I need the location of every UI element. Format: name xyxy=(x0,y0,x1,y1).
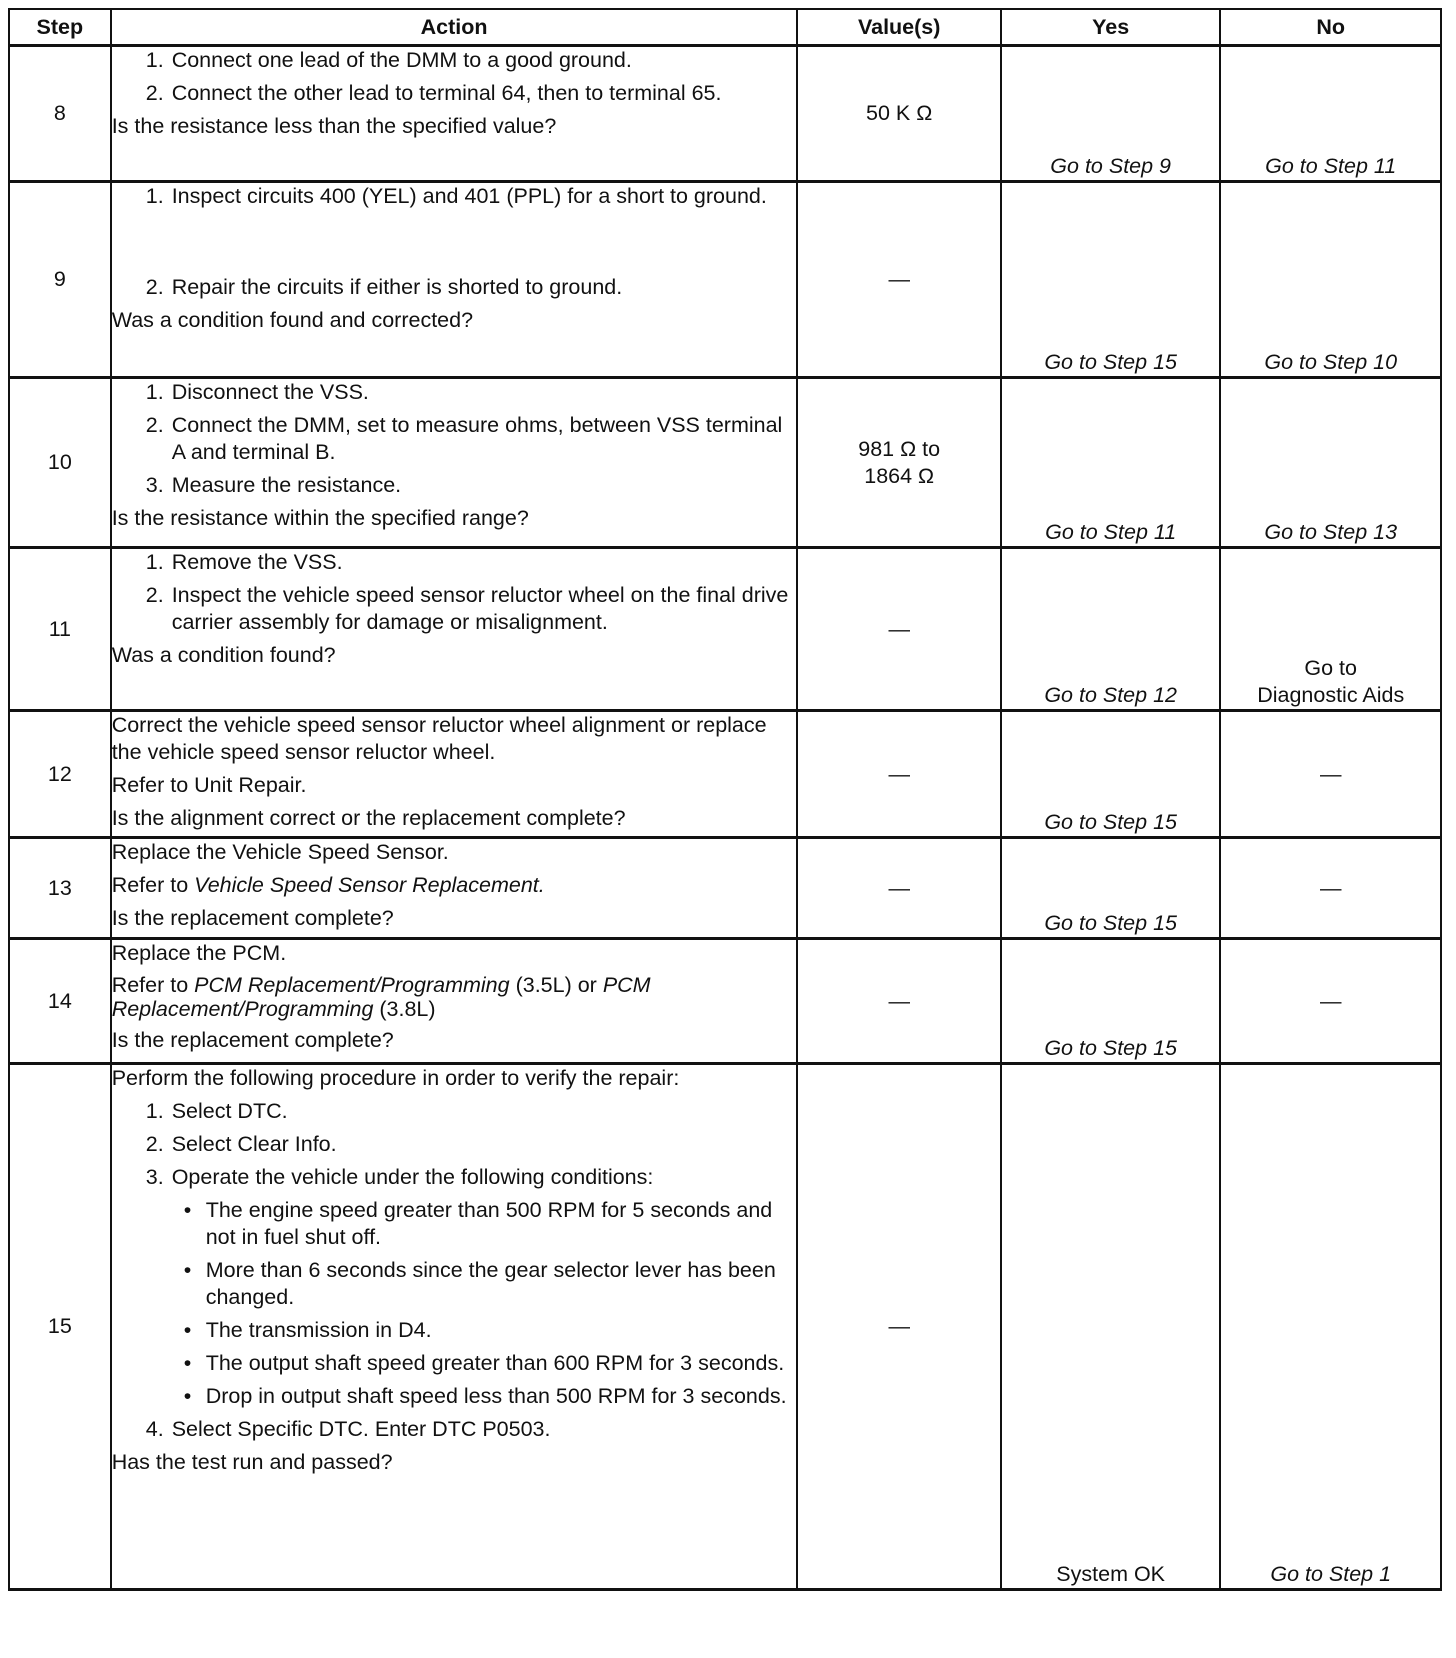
table-header-row xyxy=(9,9,1441,46)
value-cell: — xyxy=(797,711,1000,838)
value-cell: — xyxy=(797,1064,1000,1590)
action-item: Connect one lead of the DMM to a good ground. xyxy=(171,48,632,72)
action-question: Is the resistance less than the specified value? xyxy=(111,114,557,138)
action-cell xyxy=(111,939,798,1064)
action-question: Is the alignment correct or the replacement complete? xyxy=(111,806,626,830)
yes-cell: Go to Step 12 xyxy=(1001,548,1221,711)
action-cell xyxy=(111,838,798,939)
yes-cell: Go to Step 11 xyxy=(1001,378,1221,548)
action-item: Select Clear Info. xyxy=(171,1132,337,1156)
action-text: Correct the vehicle speed sensor reluctor wheel alignment or replace the vehicle speed sensor reluctor wheel. xyxy=(111,713,767,764)
header-values: Value(s) xyxy=(797,9,1000,46)
yes-cell: System OK xyxy=(1001,1064,1221,1590)
no-cell: Go to Step 11 xyxy=(1220,46,1441,182)
diagnostic-table xyxy=(8,8,1442,1591)
step-number: 10 xyxy=(9,378,111,548)
step-number: 13 xyxy=(9,838,111,939)
action-item: Repair the circuits if either is shorted to ground. xyxy=(171,275,623,299)
step-number: 14 xyxy=(9,939,111,1064)
action-question: Is the replacement complete? xyxy=(111,906,394,930)
step-number: 15 xyxy=(9,1064,111,1590)
value-cell: — xyxy=(797,548,1000,711)
value-line: 981 Ω to xyxy=(858,436,941,461)
condition-item: The engine speed greater than 500 RPM for 5 seconds and not in fuel shut off. xyxy=(205,1198,773,1249)
yes-cell: Go to Step 15 xyxy=(1001,939,1221,1064)
action-cell: 1. Remove the VSS. 2. Inspect the vehicle speed sensor reluctor wheel on the final drive carrier assembly for damage or misalignment. Was a condition found? xyxy=(111,548,798,711)
action-item: Inspect circuits 400 (YEL) and 401 (PPL) for a short to ground. xyxy=(171,184,767,208)
action-cell: 1. Disconnect the VSS. 2. Connect the DMM, set to measure ohms, between VSS terminal A and terminal B. 3. Measure the resistance. Is the resistance within the specified range? xyxy=(111,378,798,548)
no-cell: Go to Step 13 xyxy=(1220,378,1441,548)
value-cell: — xyxy=(797,182,1000,378)
action-item: Connect the other lead to terminal 64, then to terminal 65. xyxy=(171,81,722,105)
table-row xyxy=(9,548,1441,711)
action-question: Has the test run and passed? xyxy=(111,1450,393,1474)
yes-cell: Go to Step 15 xyxy=(1001,711,1221,838)
header-yes: Yes xyxy=(1001,9,1221,46)
step-number: 8 xyxy=(9,46,111,182)
table-row xyxy=(9,46,1441,182)
action-text: Replace the Vehicle Speed Sensor. xyxy=(111,840,449,864)
refer-link: PCM Replacement/Programming xyxy=(111,973,651,1021)
no-line: Diagnostic Aids xyxy=(1257,683,1405,707)
action-text: Refer to Unit Repair. xyxy=(111,773,307,797)
step-number: 12 xyxy=(9,711,111,838)
yes-cell: Go to Step 15 xyxy=(1001,182,1221,378)
condition-item: The transmission in D4. xyxy=(205,1318,432,1342)
table-row xyxy=(9,838,1441,939)
no-line: Go to xyxy=(1304,656,1357,680)
table-row xyxy=(9,182,1441,378)
action-text: Replace the PCM. xyxy=(111,941,287,965)
action-item: Select Specific DTC. Enter DTC P0503. xyxy=(171,1417,551,1441)
no-cell: — xyxy=(1220,711,1441,838)
table-row xyxy=(9,378,1441,548)
action-question: Was a condition found? xyxy=(111,643,336,667)
no-cell: Go to Step 1 xyxy=(1220,1064,1441,1590)
condition-item: Drop in output shaft speed less than 500 RPM for 3 seconds. xyxy=(205,1384,787,1408)
action-item: Operate the vehicle under the following conditions: xyxy=(171,1165,654,1189)
action-question: Is the resistance within the specified range? xyxy=(111,506,529,530)
action-item: Measure the resistance. xyxy=(171,473,402,497)
step-number: 9 xyxy=(9,182,111,378)
condition-item: The output shaft speed greater than 600 RPM for 3 seconds. xyxy=(205,1351,785,1375)
no-cell: — xyxy=(1220,939,1441,1064)
table-row xyxy=(9,939,1441,1064)
condition-list: • The engine speed greater than 500 RPM for 5 seconds and not in fuel shut off. • More than 6 seconds since the gear selector lever has been changed. • The transmission in D4. • The output shaft speed greater than 600 RPM for 3 seconds. • Drop in output shaft speed less than 500 RPM for 3 seconds. xyxy=(180,1197,797,1410)
action-text: Perform the following procedure in order to verify the repair: xyxy=(111,1066,680,1090)
action-item: Disconnect the VSS. xyxy=(171,380,369,404)
value-cell: — xyxy=(797,939,1000,1064)
refer-link: PCM Replacement/Programming xyxy=(194,973,510,997)
action-item: Remove the VSS. xyxy=(171,550,343,574)
action-cell xyxy=(111,711,798,838)
value-cell: 50 K Ω xyxy=(797,46,1000,182)
header-no: No xyxy=(1220,9,1441,46)
yes-cell: Go to Step 9 xyxy=(1001,46,1221,182)
value-cell xyxy=(797,378,1000,548)
action-item: Select DTC. xyxy=(171,1099,288,1123)
action-cell: 1. Connect one lead of the DMM to a good ground. 2. Connect the other lead to terminal 64, then to terminal 65. Is the resistance less than the specified value? xyxy=(111,46,798,182)
table-row xyxy=(9,711,1441,838)
refer-link: Vehicle Speed Sensor Replacement. xyxy=(194,873,545,897)
action-refer: Refer to PCM Replacement/Programming (3.5L) or PCM Replacement/Programming (3.8L) xyxy=(111,973,651,1021)
action-refer: Refer to Vehicle Speed Sensor Replacement. xyxy=(111,873,545,897)
action-cell: 1. Inspect circuits 400 (YEL) and 401 (PPL) for a short to ground. 2. Repair the circuits if either is shorted to ground. Was a condition found and corrected? xyxy=(111,182,798,378)
yes-cell: Go to Step 15 xyxy=(1001,838,1221,939)
action-question: Was a condition found and corrected? xyxy=(111,308,474,332)
header-step: Step xyxy=(9,9,111,46)
action-item: Connect the DMM, set to measure ohms, between VSS terminal A and terminal B. xyxy=(171,413,783,464)
table-row xyxy=(9,1064,1441,1590)
no-cell: — xyxy=(1220,838,1441,939)
no-cell: Go to Step 10 xyxy=(1220,182,1441,378)
step-number: 11 xyxy=(9,548,111,711)
no-cell xyxy=(1220,548,1441,711)
value-cell: — xyxy=(797,838,1000,939)
value-line: 1864 Ω xyxy=(864,463,935,488)
action-cell: Perform the following procedure in order to verify the repair: 1. Select DTC. 2. Select Clear Info. 3. Operate the vehicle under the following conditions: • The engine speed greater than 500 RPM for 5 seconds and not in fuel shut off. • More than 6 seconds since the gear selector lever has been changed. • The transmission in D4. • The output shaft speed greater than 600 RPM for 3 seconds. • Drop in output shaft speed less than 500 RPM for 3 seconds. 4. Select Specific DTC. Enter DTC P0503. Has the test run and passed? xyxy=(111,1064,798,1590)
header-action: Action xyxy=(111,9,798,46)
condition-item: More than 6 seconds since the gear selector lever has been changed. xyxy=(205,1258,776,1309)
action-question: Is the replacement complete? xyxy=(111,1028,394,1052)
action-item: Inspect the vehicle speed sensor reluctor wheel on the final drive carrier assembly for damage or misalignment. xyxy=(171,583,789,634)
